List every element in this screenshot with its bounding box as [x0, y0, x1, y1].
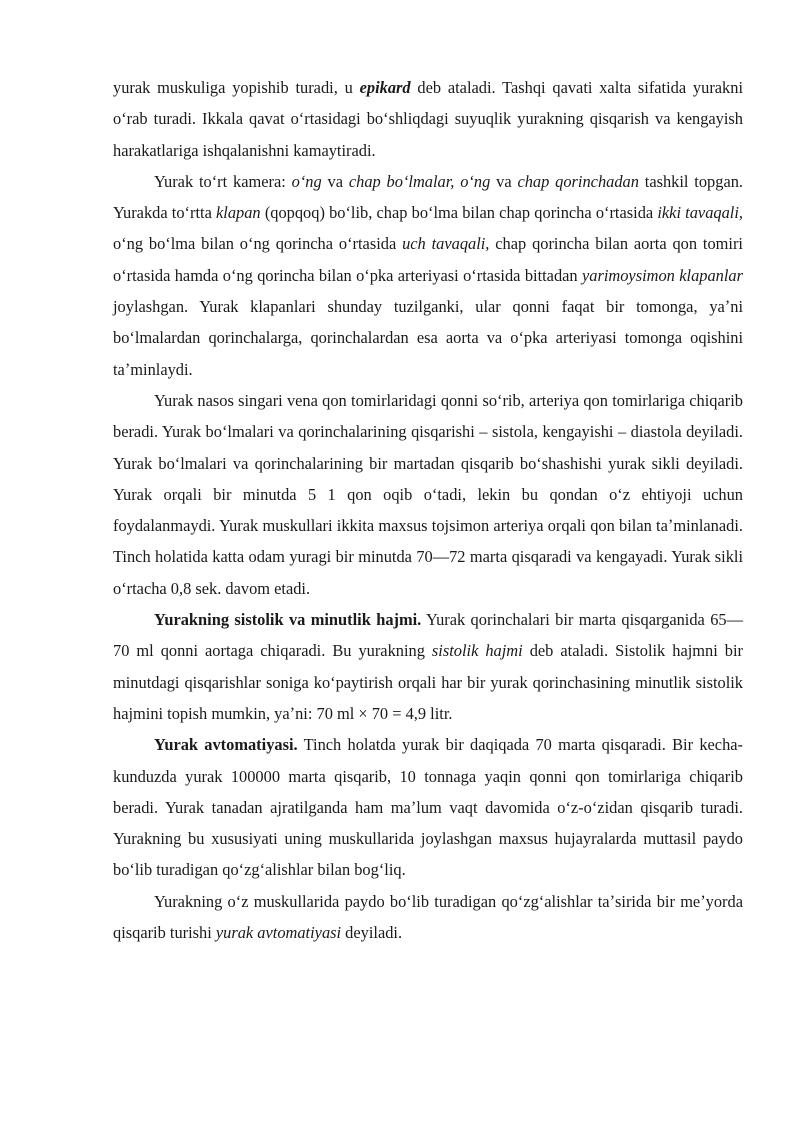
emphasized-text: oʻng — [291, 171, 322, 191]
emphasized-text: yarimoysimon klapanlar — [582, 265, 743, 285]
emphasized-text: chap boʻlmalar, oʻng — [348, 171, 491, 191]
paragraph-text: oʻng boʻlma bilan oʻng qorincha oʻrtasida — [113, 234, 403, 254]
paragraph-text: Tinch holatda yurak bir daqiqada 70 marta qisqaradi. Bir kecha-kunduzda yurak 100000 marta qisqarib, 10 tonnaga yaqin qonni qon tomirlariga chiqarib beradi. Yurak tanadan ajratilganda ham maʼlum vaqt davomida oʻz-oʻzidan qisqarib turadi. Yurakning bu xususiyati uning muskullarida joylashgan maxsus hujayralarda muttasil paydo boʻlib turadigan qoʻzgʻalishlar bilan bogʻliq. — [113, 735, 743, 880]
paragraph — [113, 886, 743, 949]
emphasized-text: epikard — [359, 78, 411, 97]
emphasized-text: sistolik hajmi — [431, 641, 523, 661]
bold-heading-text: Yurak avtomatiyasi. — [154, 735, 298, 755]
emphasized-text: ikki tavaqali, — [657, 203, 743, 223]
paragraph-text: va — [490, 171, 518, 191]
paragraph-text: Yurakning oʻz muskullarida paydo boʻlib turadigan qoʻzgʻalishlar taʼsirida bir meʼyorda qisqarib turishi — [113, 891, 743, 943]
paragraph-text: joylashgan. Yurak klapanlari shunday tuzilganki, ular qonni faqat bir tomonga, yaʼni boʻlmalardan qorinchalarga, qorinchalardan esa aorta va oʻpka arteriyasi tomonga oqishini taʼminlaydi. — [113, 297, 743, 379]
paragraph-text: Yurak toʻrt kamera: — [154, 171, 292, 191]
emphasized-text: yurak avtomatiyasi — [215, 923, 342, 943]
paragraph-text: Yurak qorinchalari bir marta qisqarganida 65—70 ml qonni aortaga chiqaradi. Bu yurakning — [113, 610, 743, 661]
paragraph-text: (qopqoq) boʻlib, chap boʻlma bilan chap qorincha oʻrtasida — [260, 203, 658, 223]
paragraph — [113, 385, 743, 604]
emphasized-text: chap qorinchadan — [517, 171, 639, 191]
paragraph — [113, 72, 743, 166]
paragraph-text: va — [321, 171, 349, 191]
paragraph-text: yurak muskuliga yopishib turadi, u — [113, 78, 360, 97]
paragraph — [113, 729, 743, 885]
bold-heading-text: Yurakning sistolik va minutlik hajmi. — [154, 610, 422, 630]
emphasized-text: uch tavaqali, — [402, 234, 490, 254]
paragraph-text: deb ataladi. Sistolik hajmni bir minutdagi qisqarishlar soniga koʻpaytirish orqali har bir yurak qorinchasining minutlik sistolik hajmini topish mumkin, yaʼni: 70 ml × 70 = 4,9 litr. — [113, 641, 743, 723]
emphasized-text: klapan — [216, 203, 261, 223]
paragraph — [113, 604, 743, 729]
paragraph — [113, 166, 743, 385]
paragraph-text: tashkil topgan. Yurakda toʻrtta — [113, 171, 744, 223]
paragraph-text: Yurak nasos singari vena qon tomirlaridagi qonni soʻrib, arteriya qon tomirlariga chiqarib beradi. Yurak boʻlmalari va qorinchalarining qisqarishi – sistola, kengayishi – diastola deyiladi. Yurak boʻlmalari va qorinchalarining bir martadan qisqarib boʻshashishi yurak sikli deyiladi. Yurak orqali bir minutda 5 1 qon oqib oʻtadi, lekin bu qondan oʻz ehtiyoji uchun foydalanmaydi. Yurak muskullari ikkita maxsus tojsimon arteriya orqali qon bilan taʼminlanadi. Tinch holatida katta odam yuragi bir minutda 70—72 marta qisqaradi va kengayadi. Yurak sikli oʻrtacha 0,8 sek. davom etadi. — [113, 390, 743, 598]
paragraph-text: deyiladi. — [341, 923, 403, 943]
paragraph-text: chap qorincha bilan aorta qon tomiri oʻrtasida hamda oʻng qorincha bilan oʻpka arteriyasi oʻrtasida bittadan — [113, 234, 743, 285]
document-page — [113, 72, 743, 948]
paragraph-text: deb ataladi. Tashqi qavati xalta sifatida yurakni oʻrab turadi. Ikkala qavat oʻrtasidagi boʻshliqdagi suyuqlik yurakning qisqarish va kengayish harakatlariga ishqalanishni kamaytiradi. — [113, 78, 743, 160]
